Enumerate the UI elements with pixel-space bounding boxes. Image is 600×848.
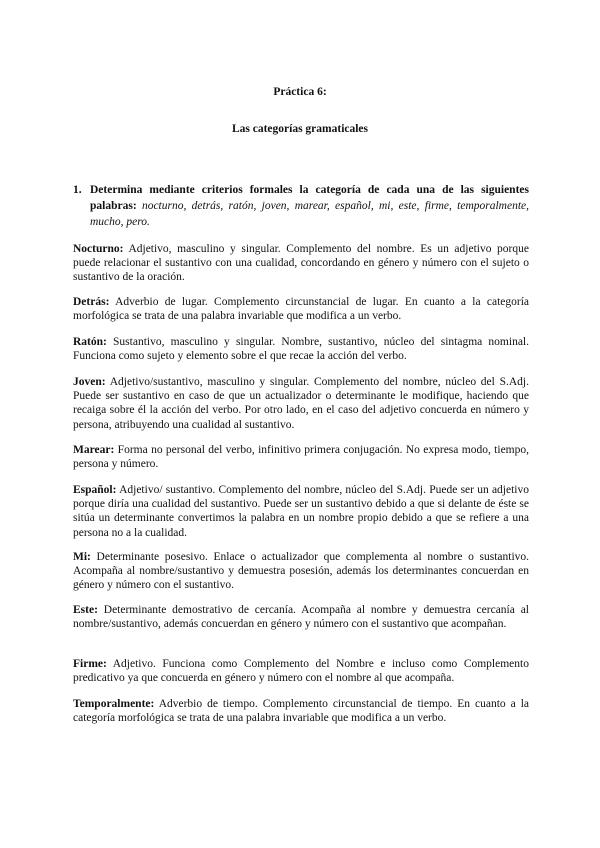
entry-term: Este:	[73, 604, 98, 616]
question-number: 1.	[73, 184, 82, 196]
entry-term: Joven:	[73, 376, 106, 388]
question-prompt: Determina mediante criterios formales la categoría de cada una de las siguientes palabras:	[90, 184, 529, 212]
entry-text: Adjetivo/ sustantivo. Complemento del nombre, núcleo del S.Adj. Puede ser un adjetivo porque diría una cualidad del sustantivo. Puede ser un sustantivo debido a que si delante de éste se sitúa un determinante convertimos la palabra en un nombre propio debido a que se refiere a una persona no a la cualidad.	[73, 484, 529, 539]
entry-term: Firme:	[73, 658, 107, 670]
entry-nocturno	[73, 242, 529, 285]
entry-firme	[73, 657, 529, 685]
entry-text: Adverbio de tiempo. Complemento circunstancial de tiempo. En cuanto a la categoría morfológica se trata de una palabra invariable que modifica a un verbo.	[73, 698, 529, 725]
entry-text: Adjetivo, masculino y singular. Complemento del nombre. Es un adjetivo porque puede relacionar el sustantivo con una cualidad, concordando en género y número con el sujeto o sustantivo de la oración.	[73, 243, 529, 284]
entry-raton	[73, 335, 529, 363]
entry-joven	[73, 375, 529, 432]
question-words: nocturno, detrás, ratón, joven, marear, español, mi, este, firme, temporalmente, mucho, pero.	[90, 200, 530, 228]
entry-mi	[73, 550, 529, 593]
question-body	[90, 182, 529, 230]
entry-este	[73, 603, 529, 631]
entry-term: Español:	[73, 484, 117, 496]
entry-term: Ratón:	[73, 336, 107, 348]
entry-term: Marear:	[73, 444, 115, 456]
entry-text: Adjetivo/sustantivo, masculino y singular. Complemento del nombre, núcleo del S.Adj. Puede ser sustantivo en caso de que un actualizador o determinante le modifique, haciendo que recaiga sobre él la acción del verbo. Por otro lado, en el caso del adjetivo concuerda en número y persona, atribuyendo una cualidad al sustantivo.	[73, 376, 530, 431]
entry-detras	[73, 295, 529, 323]
entry-text: Sustantivo, masculino y singular. Nombre, sustantivo, núcleo del sintagma nominal. Funciona como sujeto y elemento sobre el que recae la acción del verbo.	[73, 336, 530, 363]
question-1	[73, 182, 529, 230]
entry-espanol	[73, 483, 529, 540]
entry-text: Adverbio de lugar. Complemento circunstancial de lugar. En cuanto a la categoría morfológica se trata de una palabra invariable que modifica a un verbo.	[73, 296, 529, 323]
entry-temporalmente	[73, 697, 529, 725]
entry-text: Determinante demostrativo de cercanía. Acompaña al nombre y demuestra cercanía al nombre/sustantivo, además concuerdan en género y número con el sustantivo que acompañan.	[73, 604, 529, 631]
practice-title: Práctica 6:	[273, 86, 327, 98]
entry-term: Mi:	[73, 551, 91, 563]
entry-term: Nocturno:	[73, 243, 124, 255]
entry-term: Detrás:	[73, 296, 110, 308]
entry-text: Adjetivo. Funciona como Complemento del Nombre e incluso como Complemento predicativo ya que concuerda en género y número con el nombre al que acompaña.	[73, 658, 529, 685]
entry-text: Forma no personal del verbo, infinitivo primera conjugación. No expresa modo, tiempo, persona y número.	[73, 444, 529, 471]
entry-term: Temporalmente:	[73, 698, 155, 710]
entry-marear	[73, 443, 529, 471]
subject-title: Las categorías gramaticales	[231, 123, 369, 135]
entry-text: Determinante posesivo. Enlace o actualizador que complementa al nombre o sustantivo. Acompaña al nombre/sustantivo y demuestra posesión, además los determinantes concuerdan en género y número con el sustantivo.	[73, 551, 530, 592]
